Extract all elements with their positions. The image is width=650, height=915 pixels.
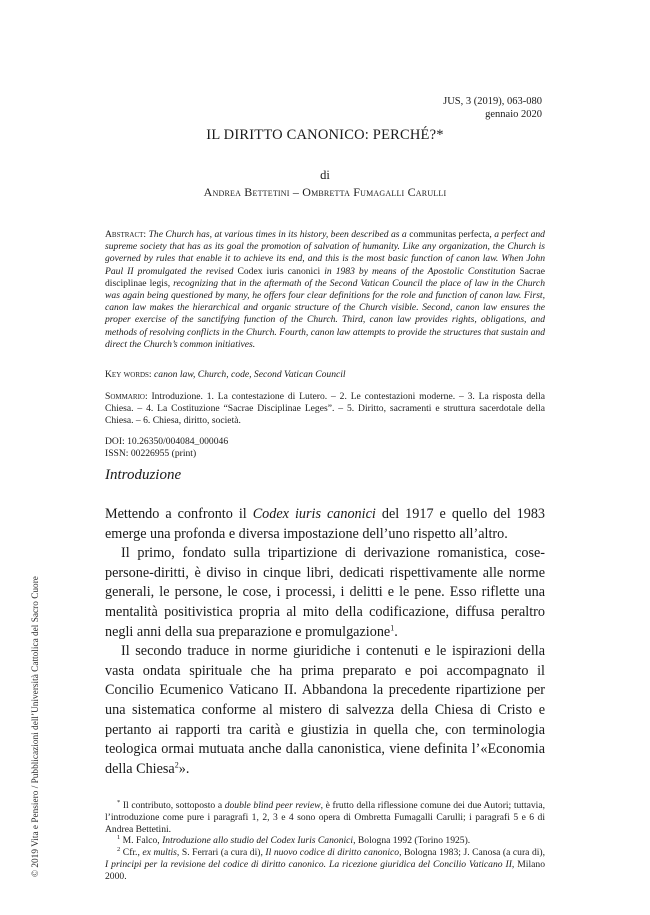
body-text xyxy=(105,505,545,779)
footnote-1-mark: 1 xyxy=(117,834,121,842)
footnote-2-italic-2: Il nuovo codice di diritto canonico xyxy=(265,847,400,859)
abstract-text-2: , a perfect and supreme society that has as its goal the promotion of salvation of humanity. Like any organization, the Church is governed by rules that enable it to achieve its end, and this is the most basic function of canon law. When John Paul II promulgated the revised xyxy=(105,229,545,277)
body-p1-text: Mettendo a confronto il xyxy=(105,506,247,522)
footnote-1 xyxy=(105,835,545,847)
journal-citation: JUS, 3 (2019), 063-080 xyxy=(443,96,542,107)
footnote-star xyxy=(105,800,545,835)
body-p2-text: Il primo, fondato sulla tripartizione di derivazione romanistica, cose-persone-diritti, è diviso in cinque libri, dedicati rispettivamente alle norme generali, le persone, le cose, i processi, i delitti e le pene. Esso riflette una mentalità positivistica propria al mito della codificazione, diffusa peraltro negli anni della sua preparazione e promulgazione xyxy=(105,545,545,640)
article-meta xyxy=(105,436,545,460)
footnote-2-mark: 2 xyxy=(117,846,121,853)
footnotes xyxy=(105,800,545,883)
issn: ISSN: 00226955 (print) xyxy=(105,447,197,459)
body-p3-text: Il secondo traduce in norme giuridiche i contenuti e le ispirazioni della vasta ondata spirituale che ha prima preparato e poi accompagnato il Concilio Ecumenico Vaticano II. Abbandona la precedente ripartizione per una sistematica conforme al mistero di salvezza della Chiesa di Cristo e pertanto ai rapporti tra carità e giustizia in quella che, con terminologia teologica ormai mutuata anche dalla canonistica, viene definita l’«Economia della Chiesa xyxy=(105,643,545,777)
footnote-2-italic-3: I principi per la revisione del codice di diritto canonico. La ricezione giuridica del Concilio Vaticano II xyxy=(105,858,512,870)
body-paragraph-2 xyxy=(105,544,545,642)
sommario-text: Introduzione. 1. La contestazione di Lutero. – 2. Le contestazioni moderne. – 3. La risposta della Chiesa. – 4. La Costituzione “Sacrae Disciplinae Leges”. – 5. Diritto, sacramenti e struttura sacerdotale della Chiesa. – 6. Chiesa, diritto, società. xyxy=(105,391,545,426)
footnote-1-end: , Bologna 1992 (Torino 1925). xyxy=(353,835,471,847)
keywords-text: canon law, Church, code, Second Vatican Council xyxy=(154,369,346,380)
abstract-term-2: Codex iuris canonici xyxy=(237,265,321,277)
authors: Andrea Bettetini – Ombretta Fumagalli Carulli xyxy=(203,185,447,199)
abstract xyxy=(105,229,545,351)
body-p3-end: ». xyxy=(178,760,190,777)
journal-date: gennaio 2020 xyxy=(485,109,542,120)
footnote-star-text: Il contributo, sottoposto a xyxy=(122,800,223,811)
abstract-text-3: in 1983 by means of the Apostolic Constitution xyxy=(324,265,516,277)
abstract-text-1: The Church has, at various times in its history, been described as a xyxy=(148,229,407,240)
copyright-side-text: © 2019 Vita e Pensiero / Pubblicazioni dell’Università Cattolica del Sacro Cuore xyxy=(31,576,41,877)
byline-di: di xyxy=(320,168,330,182)
section-heading: Introduzione xyxy=(105,467,182,483)
body-p1-italic: Codex iuris canonici xyxy=(252,506,376,522)
abstract-label: Abstract: xyxy=(105,229,147,240)
footnote-ref-2[interactable]: 2 xyxy=(174,759,179,769)
footnote-2-text-2: , Bologna 1983; J. Canosa (a cura di), xyxy=(399,847,545,859)
body-p1-text-end: del 1917 e quello del 1983 emerge una profonda e diversa impostazione dell’uno rispetto all’altro. xyxy=(105,506,546,542)
body-paragraph-1 xyxy=(105,505,545,544)
body-paragraph-3 xyxy=(105,642,545,779)
footnote-1-title: Introduzione allo studio del Codex Iuris Canonici xyxy=(162,835,354,847)
sommario xyxy=(105,391,545,426)
footnote-1-author: M. Falco, xyxy=(122,835,160,847)
footnote-star-italic: double blind peer review xyxy=(224,800,321,811)
sommario-label: Sommario: xyxy=(105,391,148,402)
footnote-2-italic-1: ex multis xyxy=(142,847,177,859)
abstract-term-1: communitas perfecta xyxy=(409,229,490,240)
footnote-star-text-end: , è frutto della riflessione comune dei due Autori; tuttavia, l’introduzione come pure i paragrafi 1, 2, 3 e 4 sono opera di Ombretta Fumagalli Carulli; i paragrafi 5 e 6 di Andrea Bettetini. xyxy=(105,800,545,835)
footnote-2-cfr: Cfr., xyxy=(122,847,140,859)
doi: DOI: 10.26350/004084_000046 xyxy=(105,436,229,447)
article-title: IL DIRITTO CANONICO: PERCHÉ?* xyxy=(206,127,444,143)
abstract-term-3: Sacrae disciplinae legis xyxy=(105,265,545,289)
footnote-2-text-3: , Milano 2000. xyxy=(105,858,545,882)
body-p2-end: . xyxy=(394,623,398,640)
abstract-text-4: , recognizing that in the aftermath of the Second Vatican Council the place of law in the Church was again being questioned by many, he offers four clear definitions for the role and function of canon law. First, canon law makes the hierarchical and organic structure of the Church visible. Second, canon law ensures the proper exercise of the sanctifying function of the Church. Third, canon law provides rights, obligations, and methods of resolving conflicts in the Church. Fourth, canon law attempts to provide the structures that sustain and direct the Church’s common initiatives. xyxy=(105,277,545,350)
keywords-label: Key words: xyxy=(105,369,152,380)
keywords xyxy=(105,369,545,381)
footnote-2 xyxy=(105,847,545,882)
footnote-2-text-1: , S. Ferrari (a cura di), xyxy=(176,847,263,859)
journal-reference xyxy=(443,95,542,121)
footnote-star-mark: * xyxy=(117,798,121,806)
footnote-ref-1[interactable]: 1 xyxy=(390,622,395,632)
